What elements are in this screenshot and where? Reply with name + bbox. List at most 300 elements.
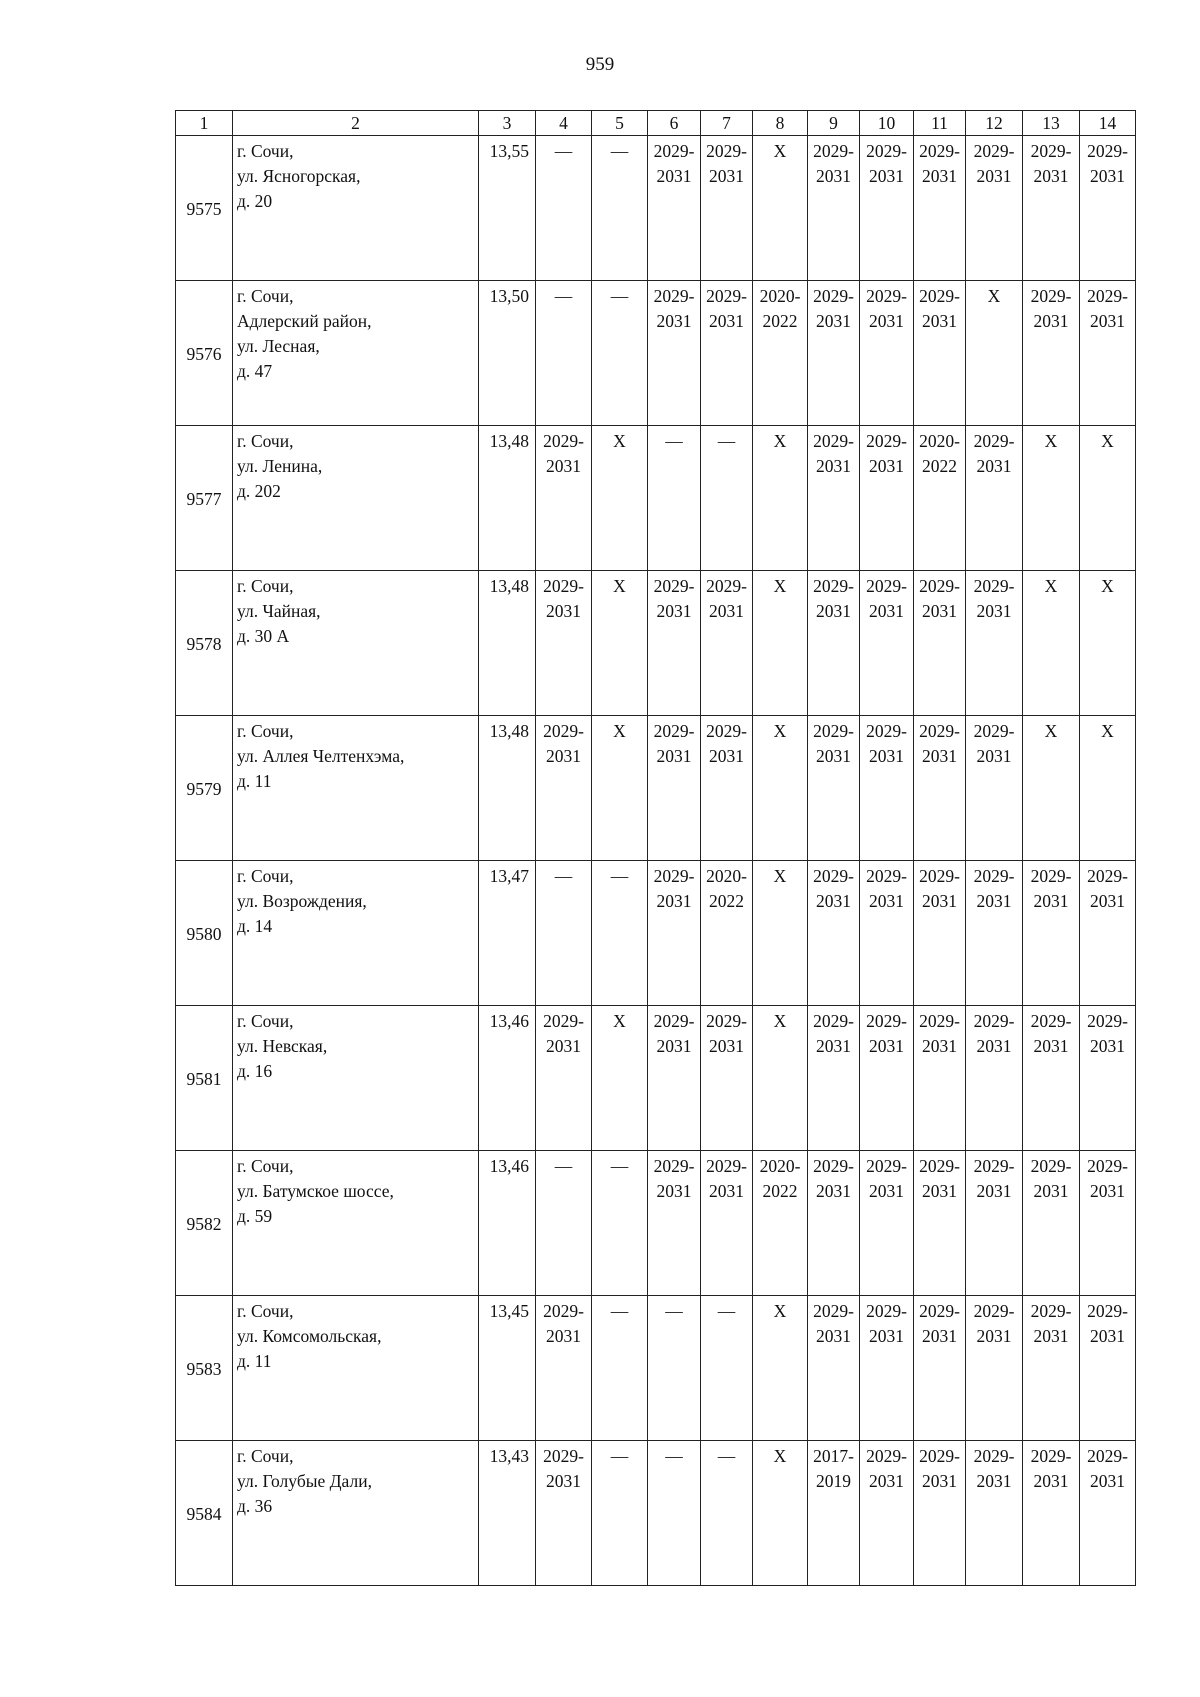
period-cell-14 xyxy=(1080,281,1136,426)
column-header-14: 14 xyxy=(1080,111,1136,136)
period-start: 2029- xyxy=(973,1156,1015,1176)
period-cell-4 xyxy=(536,1296,592,1441)
period-end: 2031 xyxy=(869,1326,904,1346)
period-cell-5: X xyxy=(592,1006,648,1151)
value-cell: 13,45 xyxy=(479,1296,536,1441)
period-start: 2029- xyxy=(813,431,854,451)
period-start: 2029- xyxy=(1087,1446,1128,1466)
period-end: 2031 xyxy=(1033,166,1069,186)
period-end: 2031 xyxy=(869,166,904,186)
period-cell-14 xyxy=(1080,1151,1136,1296)
address-line: г. Сочи, xyxy=(237,1301,294,1321)
period-cell-9 xyxy=(808,861,860,1006)
value-cell: 13,55 xyxy=(479,136,536,281)
period-end: 2031 xyxy=(656,746,692,766)
period-start: 2029- xyxy=(1087,1301,1128,1321)
address-line: г. Сочи, xyxy=(237,576,294,596)
period-end: 2031 xyxy=(1033,1036,1069,1056)
period-end: 2031 xyxy=(546,456,581,476)
period-cell-9 xyxy=(808,1151,860,1296)
column-header-13: 13 xyxy=(1023,111,1080,136)
period-cell-11 xyxy=(914,426,966,571)
period-cell-6 xyxy=(648,136,701,281)
period-start: 2029- xyxy=(919,141,960,161)
period-end: 2031 xyxy=(869,601,904,621)
period-cell-9 xyxy=(808,716,860,861)
value-cell: 13,46 xyxy=(479,1006,536,1151)
period-end: 2031 xyxy=(869,1471,904,1491)
period-start: 2029- xyxy=(813,721,854,741)
period-start: 2029- xyxy=(866,1446,907,1466)
period-cell-14: X xyxy=(1080,571,1136,716)
period-cell-8: X xyxy=(753,426,808,571)
table-row xyxy=(176,136,1136,281)
period-cell-11 xyxy=(914,861,966,1006)
period-start: 2029- xyxy=(973,721,1015,741)
period-start: 2029- xyxy=(919,1446,960,1466)
period-end: 2031 xyxy=(816,601,851,621)
column-header-2: 2 xyxy=(233,111,479,136)
period-start: 2029- xyxy=(653,576,695,596)
address-cell xyxy=(233,426,479,571)
column-header-5: 5 xyxy=(592,111,648,136)
period-end: 2031 xyxy=(922,1181,957,1201)
address-line: д. 47 xyxy=(237,361,273,381)
address-line: ул. Чайная, xyxy=(237,601,321,621)
period-cell-7 xyxy=(701,1151,753,1296)
address-line: ул. Ясногорская, xyxy=(237,166,361,186)
period-end: 2022 xyxy=(762,311,798,331)
address-line: ул. Комсомольская, xyxy=(237,1326,382,1346)
period-end: 2031 xyxy=(546,1036,581,1056)
period-end: 2031 xyxy=(1090,891,1125,911)
period-start: 2020- xyxy=(759,1156,801,1176)
period-start: 2029- xyxy=(973,1011,1015,1031)
value-cell: 13,46 xyxy=(479,1151,536,1296)
period-end: 2031 xyxy=(546,746,581,766)
period-cell-6 xyxy=(648,281,701,426)
period-end: 2031 xyxy=(709,1181,744,1201)
period-cell-12 xyxy=(966,1151,1023,1296)
column-header-11: 11 xyxy=(914,111,966,136)
address-line: г. Сочи, xyxy=(237,721,294,741)
period-cell-11 xyxy=(914,1006,966,1151)
period-start: 2029- xyxy=(1030,866,1072,886)
table-row xyxy=(176,571,1136,716)
period-cell-8: X xyxy=(753,861,808,1006)
column-header-8: 8 xyxy=(753,111,808,136)
period-start: 2029- xyxy=(543,1301,584,1321)
period-cell-8: X xyxy=(753,136,808,281)
column-header-4: 4 xyxy=(536,111,592,136)
period-cell-9 xyxy=(808,1296,860,1441)
period-cell-14 xyxy=(1080,1006,1136,1151)
period-end: 2031 xyxy=(816,1326,851,1346)
period-start: 2029- xyxy=(653,721,695,741)
period-end: 2031 xyxy=(976,456,1012,476)
period-start: 2029- xyxy=(866,141,907,161)
period-end: 2031 xyxy=(656,311,692,331)
column-header-7: 7 xyxy=(701,111,753,136)
period-end: 2022 xyxy=(762,1181,798,1201)
period-start: 2029- xyxy=(813,141,854,161)
period-cell-14 xyxy=(1080,1296,1136,1441)
period-cell-5: X xyxy=(592,571,648,716)
address-line: д. 11 xyxy=(237,1351,272,1371)
period-cell-4: — xyxy=(536,281,592,426)
period-cell-4: — xyxy=(536,136,592,281)
address-line: д. 59 xyxy=(237,1206,273,1226)
address-cell xyxy=(233,861,479,1006)
period-cell-8: X xyxy=(753,716,808,861)
period-cell-4 xyxy=(536,426,592,571)
period-start: 2029- xyxy=(706,286,747,306)
address-line: г. Сочи, xyxy=(237,1156,294,1176)
period-end: 2022 xyxy=(922,456,957,476)
period-cell-8: X xyxy=(753,1296,808,1441)
period-end: 2031 xyxy=(1090,166,1125,186)
period-end: 2031 xyxy=(1090,1471,1125,1491)
row-number: 9580 xyxy=(176,861,233,1006)
period-end: 2031 xyxy=(816,891,851,911)
period-end: 2031 xyxy=(816,456,851,476)
address-cell xyxy=(233,136,479,281)
period-end: 2031 xyxy=(1090,1036,1125,1056)
period-end: 2031 xyxy=(976,891,1012,911)
period-cell-13 xyxy=(1023,1296,1080,1441)
period-end: 2031 xyxy=(1090,311,1125,331)
value-cell: 13,48 xyxy=(479,426,536,571)
period-start: 2029- xyxy=(653,141,695,161)
period-cell-10 xyxy=(860,716,914,861)
period-cell-6 xyxy=(648,571,701,716)
period-start: 2029- xyxy=(1087,1011,1128,1031)
address-cell xyxy=(233,281,479,426)
period-cell-12 xyxy=(966,1441,1023,1586)
period-end: 2031 xyxy=(869,1036,904,1056)
address-line: д. 202 xyxy=(237,481,281,501)
period-cell-13 xyxy=(1023,1441,1080,1586)
row-number: 9582 xyxy=(176,1151,233,1296)
period-start: 2029- xyxy=(1087,286,1128,306)
period-cell-12 xyxy=(966,716,1023,861)
period-cell-4 xyxy=(536,716,592,861)
period-cell-12 xyxy=(966,571,1023,716)
period-cell-7: — xyxy=(701,1296,753,1441)
period-end: 2031 xyxy=(869,456,904,476)
period-cell-7 xyxy=(701,861,753,1006)
row-number: 9576 xyxy=(176,281,233,426)
table-row xyxy=(176,716,1136,861)
period-cell-12: X xyxy=(966,281,1023,426)
period-end: 2031 xyxy=(976,1036,1012,1056)
period-end: 2031 xyxy=(1033,311,1069,331)
table-row xyxy=(176,1441,1136,1586)
period-start: 2029- xyxy=(919,1301,960,1321)
period-end: 2031 xyxy=(546,1326,581,1346)
address-line: г. Сочи, xyxy=(237,141,294,161)
period-start: 2029- xyxy=(653,286,695,306)
period-cell-13 xyxy=(1023,1151,1080,1296)
period-cell-5: — xyxy=(592,1151,648,1296)
address-line: д. 20 xyxy=(237,191,273,211)
period-end: 2031 xyxy=(656,1036,692,1056)
period-cell-5: — xyxy=(592,1441,648,1586)
table-row xyxy=(176,1151,1136,1296)
period-end: 2031 xyxy=(656,601,692,621)
period-cell-13: X xyxy=(1023,426,1080,571)
period-start: 2029- xyxy=(706,1156,747,1176)
address-line: д. 16 xyxy=(237,1061,273,1081)
period-start: 2029- xyxy=(706,576,747,596)
period-end: 2031 xyxy=(816,1181,851,1201)
address-cell xyxy=(233,1151,479,1296)
period-start: 2029- xyxy=(973,431,1015,451)
period-cell-7 xyxy=(701,1006,753,1151)
period-end: 2019 xyxy=(816,1471,851,1491)
period-cell-6 xyxy=(648,1151,701,1296)
period-end: 2031 xyxy=(922,1471,957,1491)
period-end: 2031 xyxy=(656,891,692,911)
period-cell-8 xyxy=(753,281,808,426)
period-cell-5: — xyxy=(592,1296,648,1441)
period-start: 2029- xyxy=(706,1011,747,1031)
period-end: 2031 xyxy=(709,746,744,766)
table-row xyxy=(176,1296,1136,1441)
address-line: ул. Лесная, xyxy=(237,336,320,356)
period-start: 2029- xyxy=(919,866,960,886)
column-header-12: 12 xyxy=(966,111,1023,136)
period-end: 2031 xyxy=(976,601,1012,621)
value-cell: 13,47 xyxy=(479,861,536,1006)
period-start: 2029- xyxy=(973,1301,1015,1321)
period-start: 2020- xyxy=(919,431,960,451)
address-line: г. Сочи, xyxy=(237,286,294,306)
address-cell xyxy=(233,716,479,861)
period-cell-4 xyxy=(536,1006,592,1151)
period-cell-11 xyxy=(914,571,966,716)
period-cell-8 xyxy=(753,1151,808,1296)
period-start: 2029- xyxy=(919,1011,960,1031)
header-row xyxy=(176,111,1136,136)
period-cell-7 xyxy=(701,281,753,426)
period-end: 2031 xyxy=(869,891,904,911)
period-cell-13: X xyxy=(1023,571,1080,716)
period-cell-9 xyxy=(808,1006,860,1151)
period-start: 2029- xyxy=(973,141,1015,161)
period-start: 2029- xyxy=(813,1301,854,1321)
period-end: 2031 xyxy=(1033,1471,1069,1491)
value-cell: 13,50 xyxy=(479,281,536,426)
period-end: 2031 xyxy=(976,746,1012,766)
period-start: 2029- xyxy=(706,721,747,741)
address-line: ул. Невская, xyxy=(237,1036,328,1056)
period-start: 2029- xyxy=(866,431,907,451)
period-cell-9 xyxy=(808,136,860,281)
period-cell-4 xyxy=(536,571,592,716)
period-cell-10 xyxy=(860,1006,914,1151)
row-number: 9579 xyxy=(176,716,233,861)
period-start: 2029- xyxy=(866,576,907,596)
period-cell-9 xyxy=(808,281,860,426)
period-start: 2029- xyxy=(1030,1301,1072,1321)
period-cell-5: X xyxy=(592,426,648,571)
period-cell-10 xyxy=(860,1441,914,1586)
period-cell-11 xyxy=(914,281,966,426)
period-end: 2031 xyxy=(656,1181,692,1201)
period-cell-7: — xyxy=(701,426,753,571)
period-cell-10 xyxy=(860,281,914,426)
period-cell-6 xyxy=(648,1006,701,1151)
period-end: 2031 xyxy=(709,311,744,331)
period-cell-4: — xyxy=(536,1151,592,1296)
period-cell-10 xyxy=(860,1151,914,1296)
period-cell-14 xyxy=(1080,136,1136,281)
period-start: 2029- xyxy=(1030,141,1072,161)
address-line: ул. Батумское шоссе, xyxy=(237,1181,394,1201)
period-start: 2029- xyxy=(866,286,907,306)
address-line: д. 14 xyxy=(237,916,273,936)
period-start: 2029- xyxy=(973,576,1015,596)
address-line: г. Сочи, xyxy=(237,1446,294,1466)
period-end: 2031 xyxy=(922,311,957,331)
row-number: 9581 xyxy=(176,1006,233,1151)
address-line: г. Сочи, xyxy=(237,1011,294,1031)
table-row xyxy=(176,281,1136,426)
period-end: 2031 xyxy=(922,1326,957,1346)
period-cell-8: X xyxy=(753,1441,808,1586)
period-end: 2031 xyxy=(869,746,904,766)
period-start: 2029- xyxy=(813,576,854,596)
period-cell-4 xyxy=(536,1441,592,1586)
period-cell-7 xyxy=(701,716,753,861)
address-cell xyxy=(233,1006,479,1151)
period-cell-12 xyxy=(966,861,1023,1006)
period-end: 2031 xyxy=(656,166,692,186)
period-start: 2029- xyxy=(543,1446,584,1466)
period-cell-13: X xyxy=(1023,716,1080,861)
period-end: 2031 xyxy=(709,1036,744,1056)
row-number: 9575 xyxy=(176,136,233,281)
address-line: д. 11 xyxy=(237,771,272,791)
address-line: г. Сочи, xyxy=(237,866,294,886)
period-start: 2029- xyxy=(866,1301,907,1321)
address-cell xyxy=(233,1441,479,1586)
period-cell-7: — xyxy=(701,1441,753,1586)
period-cell-5: — xyxy=(592,136,648,281)
period-cell-13 xyxy=(1023,281,1080,426)
period-cell-6 xyxy=(648,861,701,1006)
period-cell-14 xyxy=(1080,1441,1136,1586)
period-end: 2031 xyxy=(1033,1326,1069,1346)
address-cell xyxy=(233,571,479,716)
period-start: 2029- xyxy=(919,1156,960,1176)
value-cell: 13,43 xyxy=(479,1441,536,1586)
period-start: 2029- xyxy=(1030,286,1072,306)
period-start: 2029- xyxy=(866,866,907,886)
period-cell-11 xyxy=(914,136,966,281)
period-start: 2029- xyxy=(1087,866,1128,886)
period-start: 2029- xyxy=(1030,1011,1072,1031)
period-start: 2029- xyxy=(813,286,854,306)
period-end: 2031 xyxy=(816,166,851,186)
address-line: д. 36 xyxy=(237,1496,273,1516)
period-cell-11 xyxy=(914,1296,966,1441)
column-header-10: 10 xyxy=(860,111,914,136)
period-end: 2031 xyxy=(709,601,744,621)
column-header-6: 6 xyxy=(648,111,701,136)
period-cell-11 xyxy=(914,1151,966,1296)
period-start: 2017- xyxy=(813,1446,854,1466)
row-number: 9578 xyxy=(176,571,233,716)
period-start: 2029- xyxy=(653,1011,695,1031)
address-line: г. Сочи, xyxy=(237,431,294,451)
period-cell-12 xyxy=(966,1296,1023,1441)
period-cell-5: — xyxy=(592,281,648,426)
schedule-table xyxy=(175,110,1136,1586)
period-cell-9 xyxy=(808,1441,860,1586)
period-start: 2029- xyxy=(543,721,584,741)
period-end: 2031 xyxy=(816,311,851,331)
period-end: 2031 xyxy=(1090,1326,1125,1346)
period-cell-13 xyxy=(1023,1006,1080,1151)
period-end: 2031 xyxy=(869,311,904,331)
page-number: 959 xyxy=(585,54,615,75)
period-start: 2029- xyxy=(919,286,960,306)
period-cell-11 xyxy=(914,1441,966,1586)
period-end: 2031 xyxy=(709,166,744,186)
period-end: 2031 xyxy=(976,1326,1012,1346)
table-row xyxy=(176,861,1136,1006)
period-end: 2031 xyxy=(1033,1181,1069,1201)
column-header-1: 1 xyxy=(176,111,233,136)
period-end: 2031 xyxy=(816,746,851,766)
period-start: 2029- xyxy=(813,1156,854,1176)
period-cell-12 xyxy=(966,136,1023,281)
period-end: 2031 xyxy=(1033,891,1069,911)
row-number: 9583 xyxy=(176,1296,233,1441)
address-line: д. 30 А xyxy=(237,626,290,646)
period-end: 2031 xyxy=(546,601,581,621)
period-end: 2031 xyxy=(922,601,957,621)
period-end: 2031 xyxy=(922,1036,957,1056)
period-cell-8: X xyxy=(753,1006,808,1151)
address-line: ул. Ленина, xyxy=(237,456,323,476)
period-start: 2029- xyxy=(653,866,695,886)
period-start: 2020- xyxy=(706,866,747,886)
address-line: ул. Голубые Дали, xyxy=(237,1471,372,1491)
period-end: 2031 xyxy=(546,1471,581,1491)
period-cell-9 xyxy=(808,426,860,571)
period-cell-14: X xyxy=(1080,716,1136,861)
period-start: 2029- xyxy=(653,1156,695,1176)
period-start: 2029- xyxy=(543,431,584,451)
period-cell-13 xyxy=(1023,136,1080,281)
period-cell-10 xyxy=(860,136,914,281)
period-cell-10 xyxy=(860,861,914,1006)
period-cell-4: — xyxy=(536,861,592,1006)
row-number: 9577 xyxy=(176,426,233,571)
period-cell-10 xyxy=(860,571,914,716)
period-end: 2031 xyxy=(922,166,957,186)
period-cell-5: X xyxy=(592,716,648,861)
period-cell-5: — xyxy=(592,861,648,1006)
period-cell-10 xyxy=(860,1296,914,1441)
column-header-9: 9 xyxy=(808,111,860,136)
period-end: 2031 xyxy=(976,166,1012,186)
period-start: 2029- xyxy=(866,721,907,741)
period-cell-10 xyxy=(860,426,914,571)
